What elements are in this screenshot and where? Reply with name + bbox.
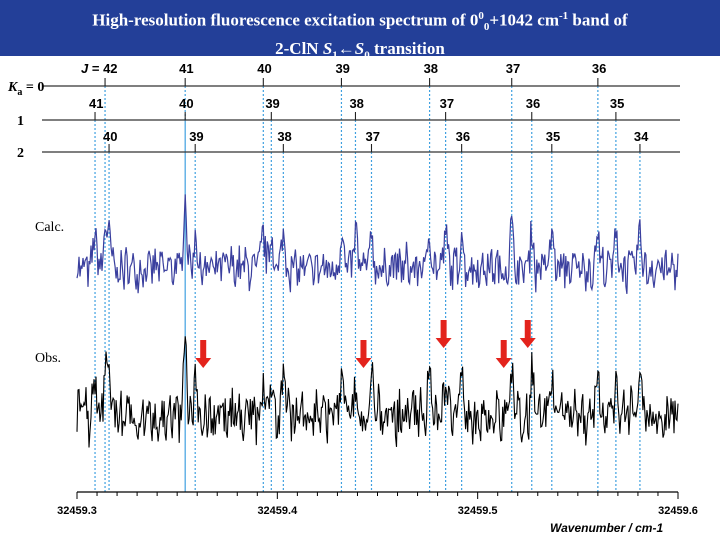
j-label: 38 (423, 61, 439, 76)
ka-row-label: 2 (17, 146, 24, 161)
j-label: 40 (179, 96, 194, 111)
j-label: 35 (609, 96, 625, 111)
j-label: 36 (591, 61, 607, 76)
calc-spectrum-trace (77, 194, 678, 294)
highlight-arrow-icon (520, 320, 536, 348)
ka-row-label: 1 (17, 114, 24, 129)
x-tick-label: 32459.4 (257, 505, 298, 517)
j-label: 40 (257, 61, 272, 76)
x-tick-label: 32459.3 (57, 505, 97, 517)
j-label: 34 (633, 129, 649, 144)
j-label: 37 (505, 61, 521, 76)
j-label: 39 (335, 61, 350, 76)
j-label: 40 (103, 129, 118, 144)
obs-label: Obs. (35, 351, 62, 366)
x-axis-title: Wavenumber / cm-1 (550, 521, 664, 535)
x-axis (57, 492, 698, 517)
j-label: 36 (455, 129, 471, 144)
j-label: 39 (189, 129, 204, 144)
j-label: 35 (545, 129, 561, 144)
title-line-2: 2-ClN $S_1\leftarrow S_0$ transition (275, 39, 445, 62)
highlight-arrow-icon (355, 340, 371, 368)
highlight-arrow-icon (496, 340, 512, 368)
x-tick-label: 32459.6 (658, 505, 698, 517)
highlight-arrows (195, 320, 536, 368)
j-label: 37 (365, 129, 380, 144)
calc-label: Calc. (35, 220, 65, 235)
spectrum-traces (77, 194, 678, 447)
j-label: 41 (89, 96, 104, 111)
j-label: 38 (277, 129, 292, 144)
j-label: 37 (439, 96, 455, 111)
ka-row-label: $K_a = 0$ (8, 80, 45, 98)
assignment-guide-lines (95, 86, 640, 492)
j-label: 39 (265, 96, 280, 111)
j-label: 38 (349, 96, 364, 111)
title-line-1: High-resolution fluorescence excitation spectrum of $0^0_0+1042$ $cm^{-1}$ band of (92, 10, 628, 34)
x-tick-label: 32459.5 (457, 505, 498, 517)
assignment-rows (7, 61, 680, 161)
j-label: J = 42 (81, 61, 118, 76)
highlight-arrow-icon (195, 340, 211, 368)
j-label: 36 (525, 96, 541, 111)
j-label: 41 (179, 61, 194, 76)
obs-spectrum-trace (77, 336, 678, 447)
highlight-arrow-icon (436, 320, 452, 348)
